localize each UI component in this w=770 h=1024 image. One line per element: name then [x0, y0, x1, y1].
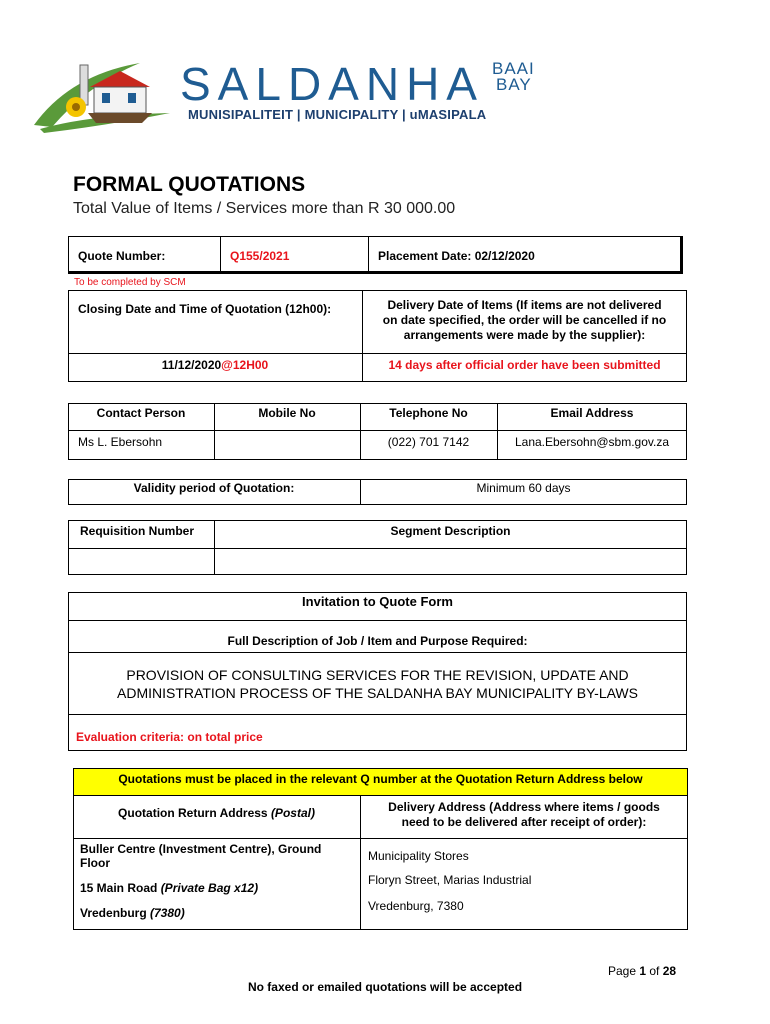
page-number: Page 1 of 28 [608, 964, 677, 978]
logo-subtitle: MUNISIPALITEIT | MUNICIPALITY | uMASIPALA [188, 107, 487, 122]
contact-header-person: Contact Person [96, 406, 186, 420]
quote-number-value: Q155/2021 [230, 249, 290, 263]
segment-description-label: Segment Description [390, 524, 511, 538]
delivery-address-label-2: need to be delivered after receipt of order): [401, 815, 647, 829]
contact-email: Lana.Ebersohn@sbm.gov.za [514, 435, 670, 449]
description-line-1: PROVISION OF CONSULTING SERVICES FOR THE REVISION, UPDATE AND [126, 667, 629, 683]
postal-line-2: 15 Main Road (Private Bag x12) [80, 881, 259, 895]
delivery-line-3: Vredenburg, 7380 [368, 899, 464, 913]
closing-date-value [68, 358, 362, 372]
logo-name: SALDANHA [180, 58, 484, 110]
delivery-date-value: 14 days after official order have been submitted [388, 358, 661, 372]
delivery-date-label-2: on date specified, the order will be cancelled if no [382, 313, 667, 327]
validity-label: Validity period of Quotation: [133, 481, 295, 495]
page-title: FORMAL QUOTATIONS [73, 173, 306, 196]
return-banner: Quotations must be placed in the relevant Q number at the Quotation Return Address below [118, 772, 643, 786]
closing-time: @12H00 [221, 358, 269, 372]
delivery-address-label-1: Delivery Address (Address where items / goods [388, 800, 660, 814]
contact-header-email: Email Address [550, 406, 634, 420]
contact-header-mobile: Mobile No [258, 406, 316, 420]
contact-person: Ms L. Ebersohn [78, 435, 163, 449]
delivery-date-label-1: Delivery Date of Items (If items are not delivered [387, 298, 662, 312]
evaluation-criteria: Evaluation criteria: on total price [76, 730, 263, 744]
postal-line-1b: Floor [80, 856, 110, 870]
requisition-number-label: Requisition Number [80, 524, 195, 538]
postal-line-3: Vredenburg (7380) [80, 906, 185, 920]
postal-label: Quotation Return Address (Postal) [118, 806, 315, 820]
contact-header-telephone: Telephone No [389, 406, 468, 420]
description-line-2: ADMINISTRATION PROCESS OF THE SALDANHA BAY MUNICIPALITY BY-LAWS [117, 685, 638, 701]
quote-number-label: Quote Number: [78, 249, 166, 263]
municipality-logo [30, 55, 535, 135]
postal-line-1a: Buller Centre (Investment Centre), Ground [80, 842, 322, 856]
scm-note: To be completed by SCM [74, 277, 186, 288]
placement-date: Placement Date: 02/12/2020 [378, 249, 535, 263]
page-subtitle: Total Value of Items / Services more than R 30 000.00 [73, 200, 456, 217]
delivery-line-2: Floryn Street, Marias Industrial [368, 873, 532, 887]
delivery-date-label-3: arrangements were made by the supplier): [403, 328, 646, 342]
description-label: Full Description of Job / Item and Purpose Required: [227, 634, 528, 648]
closing-date: 11/12/2020 [161, 358, 222, 372]
contact-telephone: (022) 701 7142 [387, 435, 470, 449]
validity-value: Minimum 60 days [476, 481, 571, 495]
delivery-line-1: Municipality Stores [368, 849, 469, 863]
footer-note: No faxed or emailed quotations will be accepted [247, 980, 523, 994]
logo-bay: BAY [496, 75, 532, 94]
logo-emblem-icon [30, 55, 180, 135]
logo-baai: BAAI [492, 59, 535, 78]
closing-date-label: Closing Date and Time of Quotation (12h00): [78, 302, 332, 316]
invitation-title: Invitation to Quote Form [302, 594, 453, 609]
